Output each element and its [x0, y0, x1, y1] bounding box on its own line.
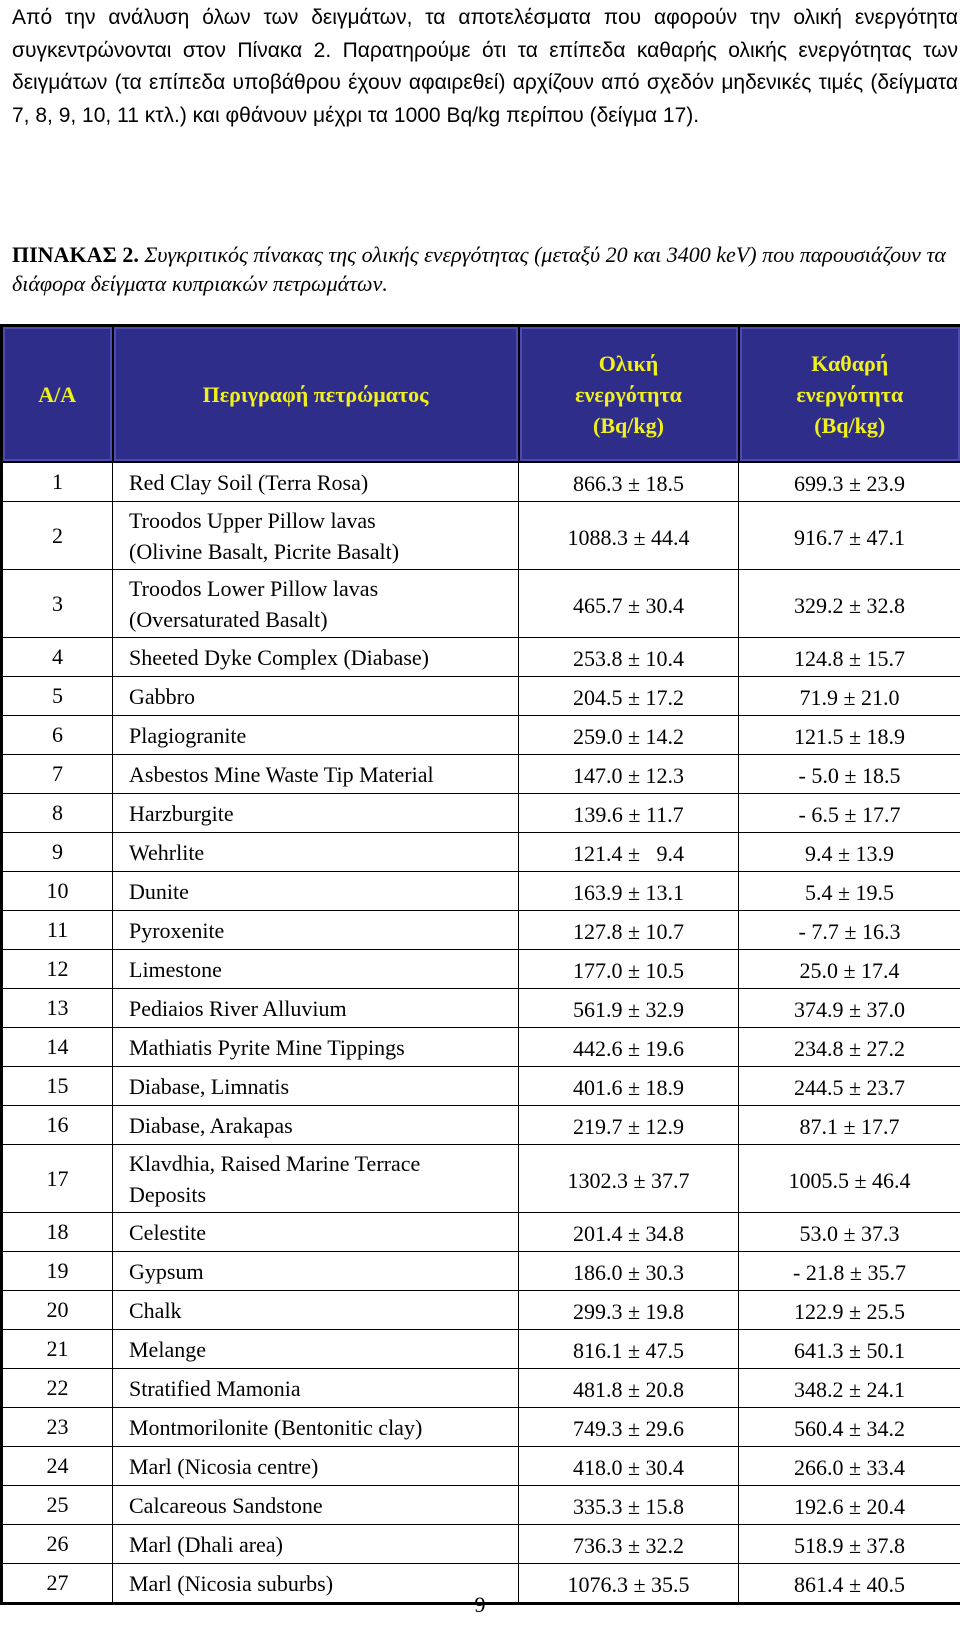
total-activity-value: 418.0 ± 30.4	[519, 1447, 739, 1486]
net-activity-value: 121.5 ± 18.9	[739, 716, 960, 755]
row-number: 21	[2, 1330, 113, 1369]
total-activity-value: 866.3 ± 18.5	[519, 462, 739, 502]
rock-description	[113, 1486, 519, 1525]
rock-description-line1: Gypsum	[129, 1258, 204, 1284]
net-activity-value: 641.3 ± 50.1	[739, 1330, 960, 1369]
net-activity-value: 329.2 ± 32.8	[739, 570, 960, 638]
table-row	[2, 1252, 960, 1291]
row-number: 26	[2, 1525, 113, 1564]
total-activity-value: 204.5 ± 17.2	[519, 677, 739, 716]
rock-description	[113, 1213, 519, 1252]
table-row	[2, 1330, 960, 1369]
row-number: 11	[2, 911, 113, 950]
total-activity-value: 335.3 ± 15.8	[519, 1486, 739, 1525]
rock-description	[113, 638, 519, 677]
rock-description-line1: Harzburgite	[129, 800, 234, 826]
table-row	[2, 638, 960, 677]
total-activity-value: 442.6 ± 19.6	[519, 1028, 739, 1067]
net-activity-value: 699.3 ± 23.9	[739, 462, 960, 502]
table-row	[2, 1408, 960, 1447]
total-activity-value: 127.8 ± 10.7	[519, 911, 739, 950]
rock-description	[113, 755, 519, 794]
rock-description-line1: Marl (Nicosia centre)	[129, 1453, 319, 1479]
net-activity-value: 518.9 ± 37.8	[739, 1525, 960, 1564]
rock-description-line1: Wehrlite	[129, 839, 205, 865]
total-activity-value: 465.7 ± 30.4	[519, 570, 739, 638]
net-activity-value: 192.6 ± 20.4	[739, 1486, 960, 1525]
table-row	[2, 794, 960, 833]
rock-description-line1: Troodos Lower Pillow lavas	[129, 575, 379, 601]
rock-description-line1: Limestone	[129, 956, 222, 982]
rock-description	[113, 1291, 519, 1330]
rock-description-line1: Chalk	[129, 1297, 182, 1323]
row-number: 1	[2, 462, 113, 502]
total-activity-value: 186.0 ± 30.3	[519, 1252, 739, 1291]
net-activity-value: 234.8 ± 27.2	[739, 1028, 960, 1067]
rock-description-line1: Calcareous Sandstone	[129, 1492, 323, 1518]
row-number: 18	[2, 1213, 113, 1252]
net-activity-value: 53.0 ± 37.3	[739, 1213, 960, 1252]
rock-description	[113, 911, 519, 950]
table-row	[2, 755, 960, 794]
table-row	[2, 677, 960, 716]
table-row	[2, 1145, 960, 1213]
rock-description-line1: Diabase, Arakapas	[129, 1112, 293, 1138]
total-activity-value: 299.3 ± 19.8	[519, 1291, 739, 1330]
total-activity-value: 201.4 ± 34.8	[519, 1213, 739, 1252]
row-number: 27	[2, 1564, 113, 1604]
row-number: 7	[2, 755, 113, 794]
table-row	[2, 1106, 960, 1145]
rock-description-line1: Plagiogranite	[129, 722, 247, 748]
rock-description	[113, 1369, 519, 1408]
table-row	[2, 502, 960, 570]
total-activity-value: 401.6 ± 18.9	[519, 1067, 739, 1106]
row-number: 10	[2, 872, 113, 911]
table-row	[2, 1067, 960, 1106]
row-number: 15	[2, 1067, 113, 1106]
rock-description	[113, 1106, 519, 1145]
table-row	[2, 1213, 960, 1252]
rock-description	[113, 716, 519, 755]
rock-description	[113, 462, 519, 502]
net-activity-value: 9.4 ± 13.9	[739, 833, 960, 872]
row-number: 8	[2, 794, 113, 833]
rock-description-line1: Asbestos Mine Waste Tip Material	[129, 761, 434, 787]
header-total-activity: Ολική ενεργότητα (Bq/kg)	[519, 326, 739, 463]
total-activity-value: 816.1 ± 47.5	[519, 1330, 739, 1369]
net-activity-value: 560.4 ± 34.2	[739, 1408, 960, 1447]
table-row	[2, 950, 960, 989]
rock-description-line1: Pyroxenite	[129, 917, 225, 943]
net-activity-value: 861.4 ± 40.5	[739, 1564, 960, 1604]
net-activity-value: 122.9 ± 25.5	[739, 1291, 960, 1330]
table-row	[2, 1291, 960, 1330]
row-number: 16	[2, 1106, 113, 1145]
row-number: 2	[2, 502, 113, 570]
row-number: 24	[2, 1447, 113, 1486]
net-activity-value: 266.0 ± 33.4	[739, 1447, 960, 1486]
rock-description-line1: Melange	[129, 1336, 206, 1362]
total-activity-value: 1076.3 ± 35.5	[519, 1564, 739, 1604]
table-row	[2, 911, 960, 950]
total-activity-value: 481.8 ± 20.8	[519, 1369, 739, 1408]
row-number: 12	[2, 950, 113, 989]
row-number: 3	[2, 570, 113, 638]
rock-description-line1: Gabbro	[129, 683, 195, 709]
row-number: 23	[2, 1408, 113, 1447]
table-row	[2, 1525, 960, 1564]
net-activity-value: - 7.7 ± 16.3	[739, 911, 960, 950]
table-row	[2, 1447, 960, 1486]
net-activity-value: 348.2 ± 24.1	[739, 1369, 960, 1408]
row-number: 19	[2, 1252, 113, 1291]
net-activity-value: 244.5 ± 23.7	[739, 1067, 960, 1106]
total-activity-value: 1302.3 ± 37.7	[519, 1145, 739, 1213]
rock-description	[113, 677, 519, 716]
rock-description	[113, 950, 519, 989]
total-activity-value: 736.3 ± 32.2	[519, 1525, 739, 1564]
net-activity-value: 87.1 ± 17.7	[739, 1106, 960, 1145]
rock-description	[113, 1330, 519, 1369]
rock-description-line1: Mathiatis Pyrite Mine Tippings	[129, 1034, 405, 1060]
rock-description	[113, 1447, 519, 1486]
table-row	[2, 462, 960, 502]
total-activity-value: 139.6 ± 11.7	[519, 794, 739, 833]
rock-description	[113, 794, 519, 833]
rock-description	[113, 1028, 519, 1067]
total-activity-value: 749.3 ± 29.6	[519, 1408, 739, 1447]
page-number: 9	[474, 1592, 486, 1617]
rock-description	[113, 1145, 519, 1213]
row-number: 13	[2, 989, 113, 1028]
table-caption-text: Συγκριτικός πίνακας της ολικής ενεργότητας (μεταξύ 20 και 3400 keV) που παρουσιάζουν τα διάφορα δείγματα κυπριακών πετρωμάτων.	[12, 242, 946, 296]
rock-description-line1: Marl (Dhali area)	[129, 1531, 283, 1557]
table-row	[2, 570, 960, 638]
header-aa: Α/Α	[2, 326, 113, 463]
table-row	[2, 716, 960, 755]
total-activity-value: 259.0 ± 14.2	[519, 716, 739, 755]
activity-table	[0, 324, 960, 1605]
table-caption-label: ΠΙΝΑΚΑΣ 2.	[12, 242, 139, 267]
row-number: 22	[2, 1369, 113, 1408]
rock-description	[113, 1408, 519, 1447]
net-activity-value: - 6.5 ± 17.7	[739, 794, 960, 833]
total-activity-value: 177.0 ± 10.5	[519, 950, 739, 989]
row-number: 5	[2, 677, 113, 716]
rock-description	[113, 989, 519, 1028]
row-number: 9	[2, 833, 113, 872]
rock-description	[113, 833, 519, 872]
rock-description	[113, 1525, 519, 1564]
table-row	[2, 872, 960, 911]
rock-description-line1: Klavdhia, Raised Marine Terrace	[129, 1150, 421, 1176]
rock-description-line1: Sheeted Dyke Complex (Diabase)	[129, 644, 429, 670]
net-activity-value: 71.9 ± 21.0	[739, 677, 960, 716]
net-activity-value: - 21.8 ± 35.7	[739, 1252, 960, 1291]
table-row	[2, 1486, 960, 1525]
rock-description-line1: Troodos Upper Pillow lavas	[129, 507, 376, 533]
net-activity-value: 1005.5 ± 46.4	[739, 1145, 960, 1213]
rock-description	[113, 570, 519, 638]
rock-description-line1: Red Clay Soil (Terra Rosa)	[129, 469, 369, 495]
table-row	[2, 1028, 960, 1067]
rock-description-line1: Marl (Nicosia suburbs)	[129, 1570, 334, 1596]
rock-description-line1: Celestite	[129, 1219, 206, 1245]
total-activity-value: 1088.3 ± 44.4	[519, 502, 739, 570]
row-number: 25	[2, 1486, 113, 1525]
rock-description-line1: Diabase, Limnatis	[129, 1073, 290, 1099]
row-number: 4	[2, 638, 113, 677]
net-activity-value: 25.0 ± 17.4	[739, 950, 960, 989]
rock-description	[113, 1067, 519, 1106]
row-number: 20	[2, 1291, 113, 1330]
table-body	[2, 462, 960, 1604]
total-activity-value: 121.4 ± 9.4	[519, 833, 739, 872]
rock-description-line1: Stratified Mamonia	[129, 1375, 301, 1401]
net-activity-value: - 5.0 ± 18.5	[739, 755, 960, 794]
header-net-activity: Καθαρή ενεργότητα (Bq/kg)	[739, 326, 960, 463]
rock-description-line1: Pediaios River Alluvium	[129, 995, 347, 1021]
rock-description-line2: Deposits	[129, 1181, 206, 1207]
row-number: 14	[2, 1028, 113, 1067]
net-activity-value: 124.8 ± 15.7	[739, 638, 960, 677]
intro-paragraph: Από την ανάλυση όλων των δειγμάτων, τα αποτελέσματα που αφορούν την ολική ενεργότητα συγκεντρώνονται στον Πίνακα 2. Παρατηρούμε ότι τα επίπεδα καθαρής ολικής ενεργότητας των δειγμάτων (τα επίπεδα υποβάθρου έχουν αφαιρεθεί) αρχίζουν από σχεδόν μηδενικές τιμές (δείγματα 7, 8, 9, 10, 11 κτλ.) και φθάνουν μέχρι τα 1000 Bq/kg περίπου (δείγμα 17).	[12, 6, 958, 127]
total-activity-value: 253.8 ± 10.4	[519, 638, 739, 677]
net-activity-value: 916.7 ± 47.1	[739, 502, 960, 570]
table-header-row	[2, 326, 960, 463]
total-activity-value: 219.7 ± 12.9	[519, 1106, 739, 1145]
total-activity-value: 561.9 ± 32.9	[519, 989, 739, 1028]
table-caption	[12, 240, 958, 298]
rock-description-line2: (Olivine Basalt, Picrite Basalt)	[129, 538, 400, 564]
total-activity-value: 147.0 ± 12.3	[519, 755, 739, 794]
table-row	[2, 989, 960, 1028]
rock-description-line1: Dunite	[129, 878, 189, 904]
net-activity-value: 374.9 ± 37.0	[739, 989, 960, 1028]
rock-description	[113, 1252, 519, 1291]
rock-description	[113, 872, 519, 911]
row-number: 17	[2, 1145, 113, 1213]
rock-description-line2: (Oversaturated Basalt)	[129, 606, 328, 632]
table-row	[2, 1369, 960, 1408]
rock-description	[113, 502, 519, 570]
row-number: 6	[2, 716, 113, 755]
header-description: Περιγραφή πετρώματος	[113, 326, 519, 463]
total-activity-value: 163.9 ± 13.1	[519, 872, 739, 911]
rock-description-line1: Montmorilonite (Bentonitic clay)	[129, 1414, 423, 1440]
net-activity-value: 5.4 ± 19.5	[739, 872, 960, 911]
table-row	[2, 833, 960, 872]
